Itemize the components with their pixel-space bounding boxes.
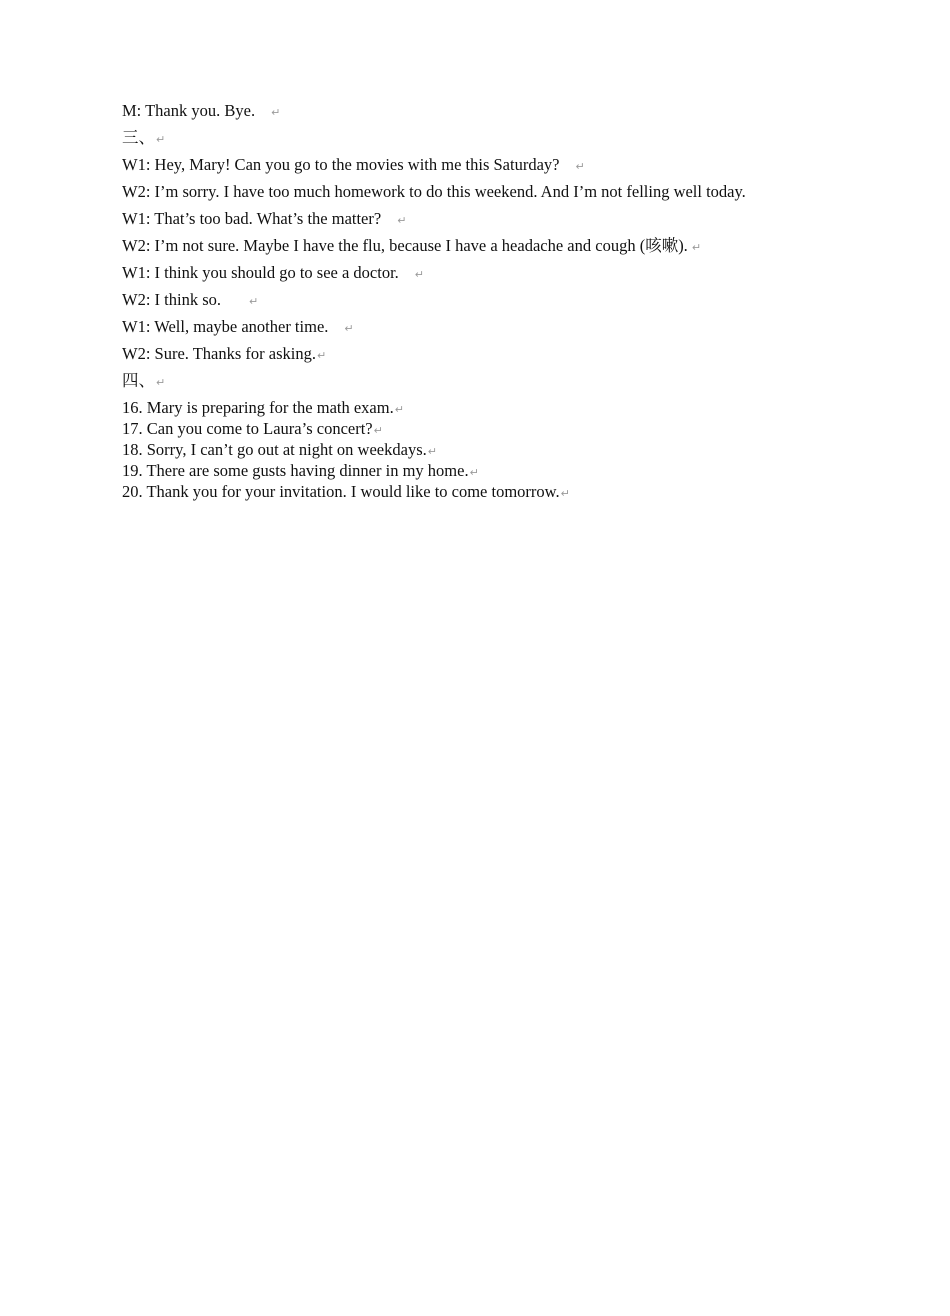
list-item-text: 20. Thank you for your invitation. I would like to come tomorrow. xyxy=(122,482,560,501)
dialog-line-text: W2: I’m sorry. I have too much homework to do this weekend. And I’m not felling well today. xyxy=(122,182,746,201)
dialog-line xyxy=(122,343,922,370)
paragraph-mark-icon: ↵ xyxy=(469,466,479,479)
paragraph-mark-icon: ↵ xyxy=(271,106,281,119)
dialog-line-text: W2: I think so. xyxy=(122,290,221,309)
dialog-line xyxy=(122,316,922,343)
paragraph-mark-icon: ↵ xyxy=(344,322,354,335)
dialog-line-text: W1: Hey, Mary! Can you go to the movies with me this Saturday? xyxy=(122,155,560,174)
paragraph-mark-icon: ↵ xyxy=(427,445,437,458)
list-item xyxy=(122,397,922,418)
paragraph-mark-icon: ↵ xyxy=(691,241,702,254)
paragraph-mark-icon: ↵ xyxy=(317,349,327,362)
paragraph-mark-icon: ↵ xyxy=(575,160,585,173)
dialog-line xyxy=(122,262,922,289)
dialog-line xyxy=(122,100,922,127)
list-item-text: 17. Can you come to Laura’s concert? xyxy=(122,419,373,438)
paragraph-mark-icon: ↵ xyxy=(373,424,383,437)
paragraph-mark-icon: ↵ xyxy=(156,376,166,389)
list-item-text: 19. There are some gusts having dinner in my home. xyxy=(122,461,469,480)
paragraph-mark-icon: ↵ xyxy=(249,295,259,308)
section-heading-line xyxy=(122,370,922,397)
paragraph-mark-icon: ↵ xyxy=(397,214,407,227)
dialog-line xyxy=(122,235,922,262)
dialog-line xyxy=(122,181,922,208)
list-item-text: 16. Mary is preparing for the math exam. xyxy=(122,398,394,417)
paragraph-mark-icon: ↵ xyxy=(414,268,425,281)
paragraph-mark-icon: ↵ xyxy=(394,403,404,416)
section-heading-line xyxy=(122,127,922,154)
dialog-line-text: M: Thank you. Bye. xyxy=(122,101,256,120)
paragraph-mark-icon: ↵ xyxy=(560,487,570,500)
document-body xyxy=(122,100,922,502)
dialog-top xyxy=(122,100,922,127)
dialog-line xyxy=(122,154,922,181)
section-heading-text: 三、 xyxy=(122,128,155,147)
list-item xyxy=(122,460,922,481)
section-three-heading xyxy=(122,127,922,154)
dialog-line-text: W1: Well, maybe another time. xyxy=(122,317,329,336)
dialog-line-text: W1: That’s too bad. What’s the matter? xyxy=(122,209,382,228)
section-four-heading xyxy=(122,370,922,397)
list-item-text: 18. Sorry, I can’t go out at night on weekdays. xyxy=(122,440,427,459)
dialog-line-text: W1: I think you should go to see a doctor. xyxy=(122,263,399,282)
dialog-line-text: W2: I’m not sure. Maybe I have the flu, because I have a headache and cough (咳嗽). xyxy=(122,236,688,255)
dialog-line xyxy=(122,289,922,316)
dialog-line-text: W2: Sure. Thanks for asking. xyxy=(122,344,316,363)
numbered-list xyxy=(122,397,922,502)
list-item xyxy=(122,439,922,460)
list-item xyxy=(122,418,922,439)
dialog-line xyxy=(122,208,922,235)
dialog-three xyxy=(122,154,922,370)
paragraph-mark-icon: ↵ xyxy=(156,133,166,146)
list-item xyxy=(122,481,922,502)
section-heading-text: 四、 xyxy=(122,371,155,390)
